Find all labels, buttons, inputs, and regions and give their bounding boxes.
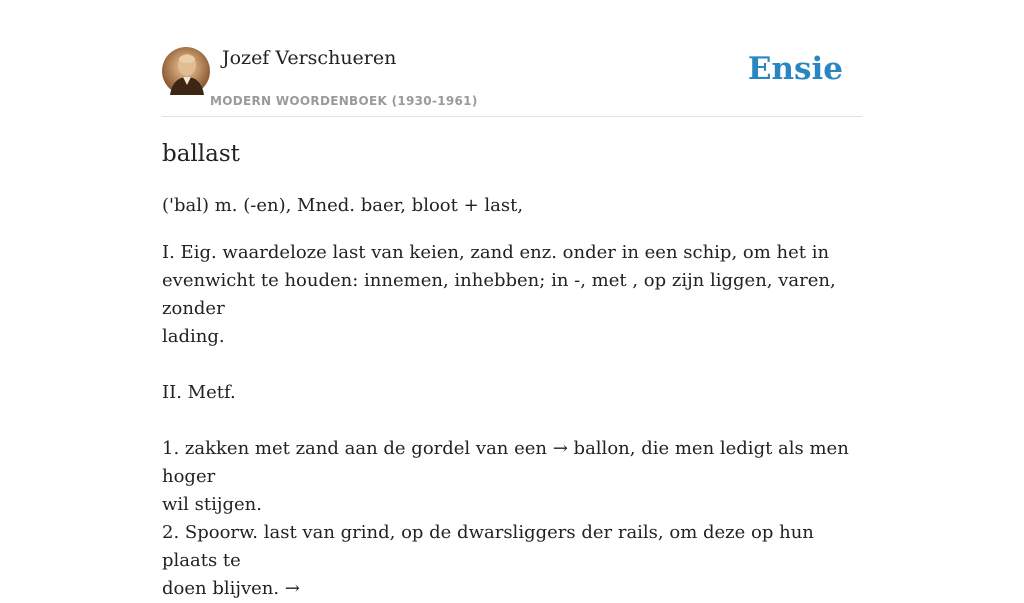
ensie-logo[interactable]: Ensie: [747, 51, 843, 87]
entry-etymology: ('bal) m. (-en), Mned. baer, bloot + last,: [162, 195, 524, 216]
portrait-icon: [162, 47, 210, 95]
page-container: [162, 0, 862, 599]
entry-title: ballast: [162, 141, 240, 167]
author-name[interactable]: Jozef Verschueren: [222, 47, 397, 69]
page-header: [162, 0, 862, 117]
entry-definition: I. Eig. waardeloze last van keien, zand enz. onder in een schip, om het in evenwicht te houden: innemen, inhebben; in -, met , op zijn liggen, varen, zonder lading. II. Metf. 1. zakken met zand aan de gordel van een → ballon, die men ledigt als men hoger wil stijgen. 2. Spoorw. last van grind, op de dwarsliggers der rails, om deze op hun plaats te doen blijven. →: [162, 242, 849, 599]
source-label[interactable]: MODERN WOORDENBOEK (1930-1961): [210, 94, 478, 108]
author-avatar[interactable]: [162, 47, 210, 95]
